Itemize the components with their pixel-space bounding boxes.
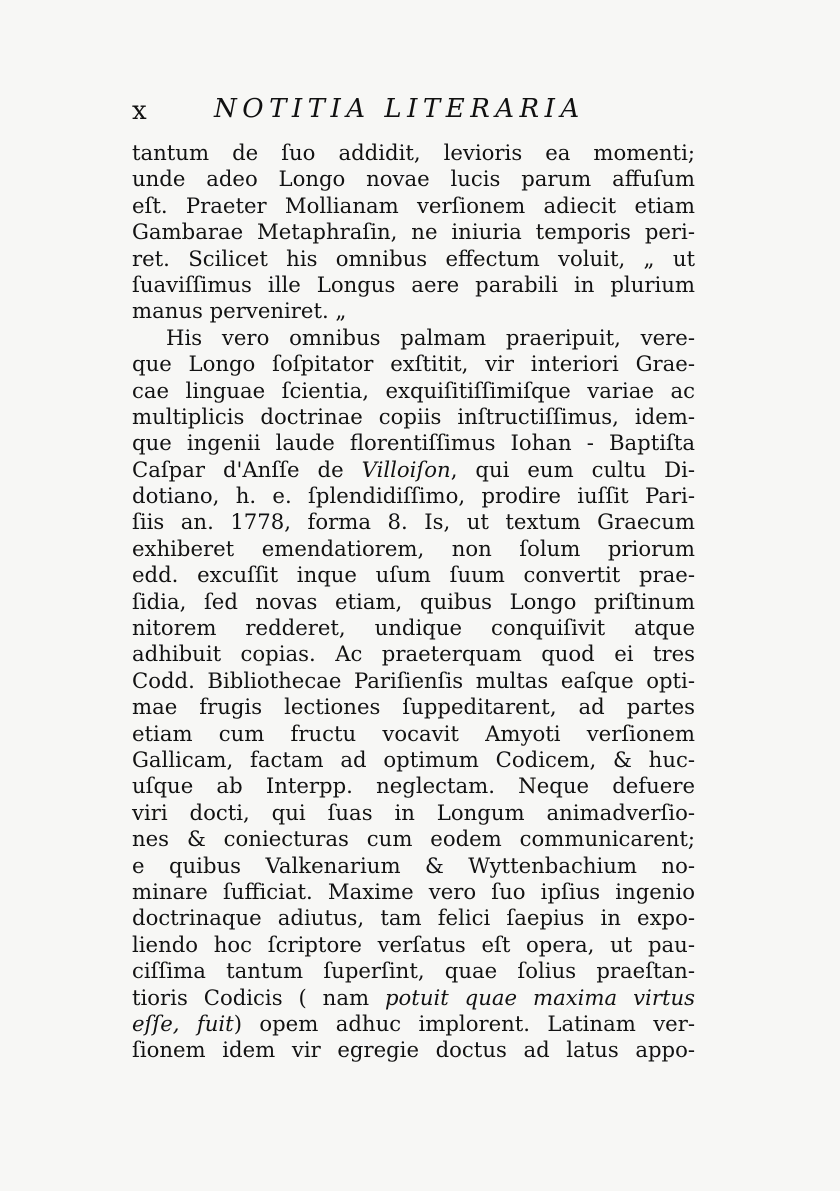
text-line: uſque ab Interpp. neglectam. Neque defuere: [132, 773, 695, 799]
text-line: que ingenii laude florentiſſimus Iohan - Baptiſta: [132, 430, 695, 456]
italic-name: Villoiſon: [361, 456, 451, 482]
text-line: Codd. Bibliothecae Pariſienſis multas eaſque opti-: [132, 667, 695, 693]
text-segment: Caſpar d'Anſſe de: [132, 456, 362, 482]
text-line: Gallicam, factam ad optimum Codicem, & huc-: [132, 746, 695, 772]
text-line: liendo hoc ſcriptore verſatus eſt opera, ut pau-: [132, 931, 695, 957]
text-segment: , qui eum cultu Di-: [450, 456, 696, 482]
body-text: [132, 140, 695, 1064]
text-line: multiplicis doctrinae copiis inſtructiſſimus, idem-: [132, 403, 695, 429]
text-line: etiam cum fructu vocavit Amyoti verſionem: [132, 720, 695, 746]
text-line: doctrinaque adiutus, tam felici ſaepius in expo-: [132, 905, 695, 931]
text-line: [132, 985, 695, 1011]
text-line: e quibus Valkenarium & Wyttenbachium no-: [132, 852, 695, 878]
text-line: mae frugis lectiones ſuppeditarent, ad partes: [132, 694, 695, 720]
text-line: unde adeo Longo novae lucis parum affuſum: [132, 166, 695, 192]
text-line: exhiberet emendatiorem, non ſolum priorum: [132, 535, 695, 561]
page-header: [132, 92, 692, 132]
running-head: NOTITIA LITERARIA: [214, 94, 585, 124]
text-line: ſiis an. 1778, forma 8. Is, ut textum Graecum: [132, 509, 695, 535]
text-line: edd. excuſſit inque uſum ſuum convertit prae-: [132, 562, 695, 588]
text-line: viri docti, qui ſuas in Longum animadverſio-: [132, 799, 695, 825]
text-line: [132, 1011, 695, 1037]
text-line: tantum de ſuo addidit, levioris ea momenti;: [132, 140, 695, 165]
text-line: cae linguae ſcientia, exquiſitiſſimiſque variae ac: [132, 377, 695, 403]
text-line: Gambarae Metaphraſin, ne iniuria temporis peri-: [132, 219, 695, 245]
text-line: minare ſufficiat. Maxime vero ſuo ipſius ingenio: [132, 878, 695, 904]
italic-quote: potuit quae maxima virtus: [384, 984, 695, 1010]
text-line: ret. Scilicet his omnibus effectum voluit, „ ut: [132, 245, 695, 271]
text-line: ciſſima tantum ſuperſint, quae ſolius praeſtan-: [132, 958, 695, 984]
text-line: ſidia, ſed novas etiam, quibus Longo priſtinum: [132, 588, 695, 614]
text-line: nes & coniecturas cum eodem communicarent;: [132, 826, 695, 852]
text-line: manus perveniret. „: [132, 298, 347, 324]
text-line: ſuaviſſimus ille Longus aere parabili in plurium: [132, 271, 695, 297]
text-line: que Longo ſoſpitator exſtitit, vir interiori Grae-: [132, 351, 695, 377]
text-segment: ) opem adhuc implorent. Latinam ver-: [233, 1010, 695, 1036]
text-line: eſt. Praeter Mollianam verſionem adiecit etiam: [132, 192, 695, 218]
text-line: adhibuit copias. Ac praeterquam quod ei tres: [132, 641, 695, 667]
paragraph-first-line: His vero omnibus palmam praeripuit, vere-: [166, 324, 695, 350]
page-number: x: [132, 96, 148, 126]
text-line: dotiano, h. e. ſplendidiſſimo, prodire iuſſit Pari-: [132, 483, 695, 509]
text-line: nitorem redderet, undique conquiſivit atque: [132, 615, 695, 641]
italic-quote: eſſe, fuit: [132, 1010, 234, 1036]
text-segment: tioris Codicis ( nam: [132, 984, 385, 1010]
text-line: [132, 457, 695, 483]
text-line: ſionem idem vir egregie doctus ad latus appo-: [132, 1037, 695, 1063]
